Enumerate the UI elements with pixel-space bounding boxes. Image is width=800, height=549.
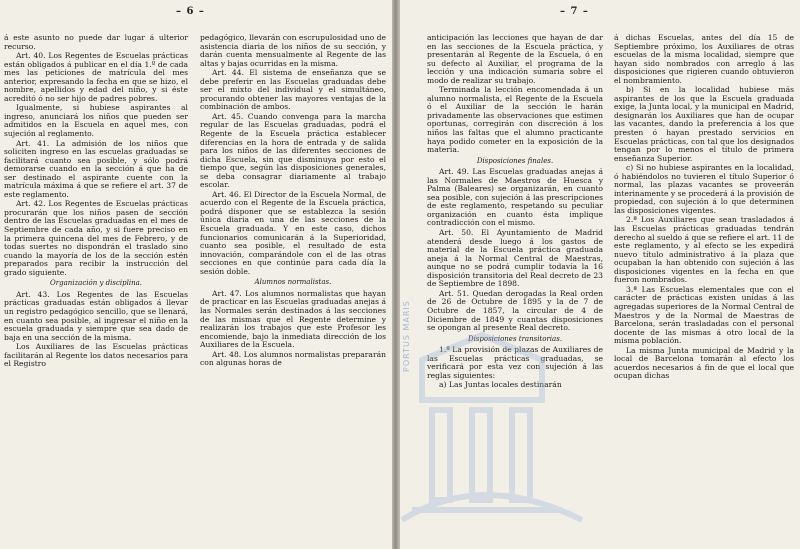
paragraph: Igualmente, si hubiese aspirantes al ingreso, anunciará los niños que pueden ser admitidos en la Escuela en aquel mes, con sujeción al reglamento. bbox=[4, 103, 188, 139]
page-number-right: – 7 – bbox=[560, 6, 589, 17]
paragraph: 1.ª La provisión de plazas de Auxiliares de las Escuelas prácticas graduadas, se verificará por esta vez con sujeción á las reglas siguientes: bbox=[427, 345, 603, 380]
paragraph: Art. 44. El sistema de enseñanza que se debe preferir en las Escuelas graduadas debe ser el mixto del individual y el simultáneo, procurando obtener las mayores ventajas de la combinación de ambos. bbox=[200, 68, 386, 112]
paragraph: anticipación las lecciones que hayan de dar en las secciones de la Escuela práctica, y presentarán al Regente de la Escuela, ó en su defecto al Auxiliar, el programa de la lección y una indicación sumaria sobre el modo de realizar su trabajo. bbox=[427, 33, 603, 85]
section-heading: Disposiciones transitorias. bbox=[467, 334, 563, 343]
paragraph: 2.ª Los Auxiliares que sean trasladados á las Escuelas prácticas graduadas tendrán derecho al sueldo á que se refiere el art. 11 de este reglamento, y al efecto se les expedirá nuevo título administrativo á la plaza que ocupaban la han obtenido con sujeción á las disposiciones vigentes en la fecha en que fueron nombrados. bbox=[614, 215, 794, 285]
stamp-text: PORTUS MARIS bbox=[402, 300, 411, 372]
paragraph: Art. 48. Los alumnos normalistas prepararán con algunas horas de bbox=[200, 349, 386, 368]
paragraph: pedagógico, llevarán con escrupulosidad uno de asistencia diaria de los niños de su sección, y darán cuenta mensualmente al Regente de las altas y bajas ocurridas en la misma. bbox=[200, 33, 386, 68]
paragraph: Art. 50. El Ayuntamiento de Madrid atenderá desde luego á los gastos de material de la Escuela práctica graduada aneja á la Normal Central de Maestras, aunque no se podrá cumplir todavía la 16 disposición transitoria del Real decreto de 23 de Septiembre de 1898. bbox=[427, 228, 603, 289]
page-number-left: – 6 – bbox=[176, 6, 205, 17]
paragraph: Los Auxiliares de las Escuelas prácticas facilitarán al Regente los datos necesarios para el Registro bbox=[4, 342, 188, 369]
left-column-1 bbox=[4, 34, 188, 370]
paragraph: Art. 51. Quedan derogadas la Real orden de 26 de Octubre de 1895 y la de 7 de Octubre de 1857, la circular de 4 de Diciembre de 1849 y cuantas disposiciones se opongan al presente Real decreto. bbox=[427, 288, 603, 333]
left-column-2 bbox=[200, 34, 386, 369]
paragraph: Art. 40. Los Regentes de Escuelas prácticas están obligados á publicar en el día 1.º de cada mes las peticiones de matrícula del mes anterior, expresando la fecha en que se hizo, el nombre, apellidos y edad del niño, y si éste acreditó ó no ser hijo de padres pobres. bbox=[4, 51, 188, 103]
right-page bbox=[400, 0, 800, 549]
section-heading: Organización y disciplina. bbox=[50, 279, 142, 288]
right-column-1 bbox=[427, 34, 603, 391]
paragraph: Art. 49. Las Escuelas graduadas anejas á las Normales de Maestros de Huesca y Palma (Baleares) se organizarán, en cuanto sea posible, con sujeción á las prescripciones de este reglamento, respetando su peculiar organización en cuanto ésta implique contradicción con el mismo. bbox=[427, 167, 603, 228]
right-column-2 bbox=[614, 34, 794, 382]
paragraph: La misma Junta municipal de Madrid y la local de Barcelona tomarán al efecto los acuerdos necesarios á fin de que el local que ocupan dichas bbox=[614, 345, 794, 381]
left-page bbox=[0, 0, 392, 549]
paragraph: c) Si no hubiese aspirantes en la localidad, ó habiéndolos no tuvieren el título Superior ó normal, las plazas vacantes se proveerán interinamente y se procederá á la provisión de propiedad, con sujeción á lo que determinen las disposiciones vigentes. bbox=[614, 163, 794, 215]
paragraph: b) Si en la localidad hubiese más aspirantes de los que la Escuela graduada exige, la Junta local, y la municipal en Madrid, designarán los Auxiliares que han de ocupar las vacantes, dando la preferencia á los que presten ó hayan prestado servicios en Escuelas prácticas, con tal que los designados tengan por lo menos el título de primera enseñanza Superior. bbox=[614, 85, 794, 163]
paragraph: Art. 46. El Director de la Escuela Normal, de acuerdo con el Regente de la Escuela práctica, podrá disponer que se establezca la sesión única diaria en una de las secciones de la Escuela graduada. Y en este caso, dichos funcionarios comunicarán á la Superioridad, cuanto sea posible, el resultado de esta innovación, comparándole con el de las otras secciones en que continúe para cada día la sesión doble. bbox=[200, 189, 386, 276]
section-heading: Alumnos normalistas. bbox=[254, 278, 332, 287]
paragraph: Terminada la lección encomendada á un alumno normalista, el Regente de la Escuela ó el Auxiliar de la sección le harán privadamente las observaciones que estimen oportunas, corregirán con discreción á los niños las faltas que el alumno practicante haya podido cometer en la exposición de la materia. bbox=[427, 85, 603, 155]
book-gutter bbox=[392, 0, 400, 549]
paragraph: Art. 45. Cuando convenga para la marcha regular de las Escuelas graduadas, podrá el Regente de la Escuela práctica establecer diferencias en la hora de entrada y de salida para los niños de las diferentes secciones de dicha Escuela, sin que disminuya por esto el tiempo que, según las disposiciones generales, se deba consagrar diariamente al trabajo escolar. bbox=[200, 111, 386, 190]
paragraph: a) Las Juntas locales destinarán bbox=[439, 380, 562, 390]
paragraph: 3.ª Las Escuelas elementales que con el carácter de prácticas existen unidas á las agregadas superiores de la Normal Central de Maestros y de la Normal de Maestras de Barcelona, serán trasladadas con el personal docente de las mismas á otro local de la misma población. bbox=[614, 284, 794, 346]
paragraph: Art. 43. Los Regentes de las Escuelas prácticas graduadas están obligados á llevar un registro pedagógico sencillo, que se llenará, en cuanto sea posible, al ingresar el niño en la escuela graduada y siempre que sea dado de baja en una sección de la misma. bbox=[4, 289, 188, 342]
paragraph: á este asunto no puede dar lugar á ulterior recurso. bbox=[4, 33, 188, 51]
paragraph: Art. 47. Los alumnos normalistas que hayan de practicar en las Escuelas graduadas anejas á las Normales serán destinados á las secciones de las mismas que el Regente determine y realizarán los trabajos que este Profesor les encomiende, bajo la inmediata dirección de los Auxiliares de la Escuela. bbox=[200, 288, 386, 350]
paragraph: á dichas Escuelas, antes del día 15 de Septiembre próximo, los Auxiliares de otras escuelas de la misma localidad, siempre que hayan sido nombrados con arreglo á las disposiciones que rigieren cuando obtuvieron el nombramiento. bbox=[614, 33, 794, 85]
paragraph: Art. 42. Los Regentes de Escuelas prácticas procurarán que los niños pasen de sección dentro de las Escuelas graduadas en el mes de Septiembre de cada año, y si fuere preciso en la primera quincena del mes de Febrero, y de todas suertes no dispondrán el traslado sino cuando la mayoría de los de la sección estén preparados para recibir la instrucción del grado siguiente. bbox=[4, 199, 188, 277]
paragraph: Art. 41. La admisión de los niños que soliciten ingreso en las escuelas graduadas se facilitará cuanto sea posible, y sólo podrá demorarse cuando en la sección á que ha de ser destinado el aspirante cuente con la matrícula máxima á que se refiere el art. 37 de este reglamento. bbox=[4, 138, 188, 199]
section-heading: Disposiciones finales. bbox=[476, 156, 554, 165]
